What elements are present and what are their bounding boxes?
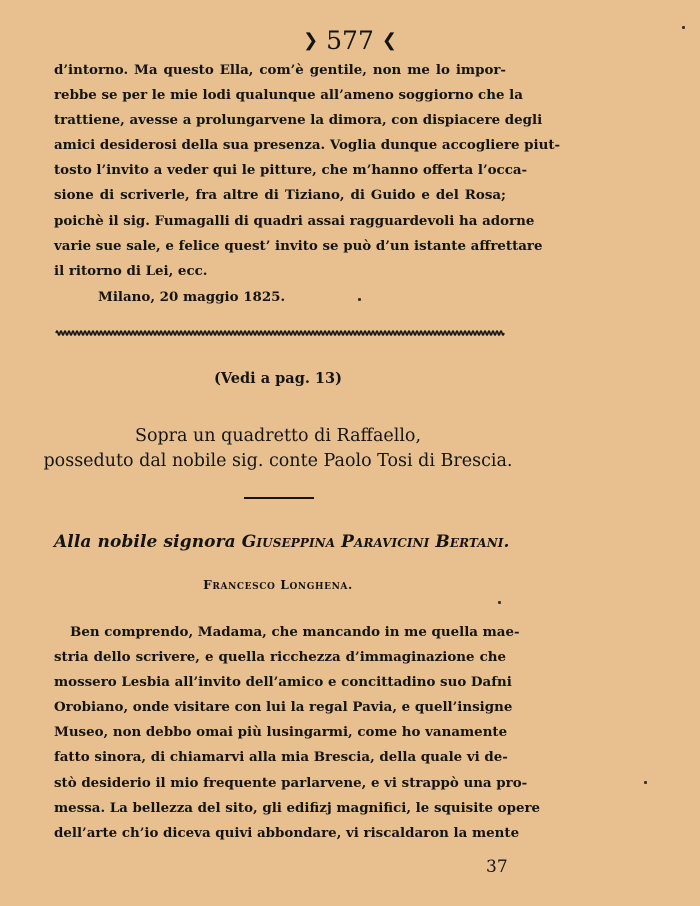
cross-reference: (Vedi a pag. 13)	[214, 370, 342, 387]
short-divider	[244, 497, 314, 499]
text-line: Ben comprendo, Madama, che mancando in me quella mae-	[70, 624, 520, 640]
text-line: varie sue sale, e felice quest’ invito se può d’un istante affrettare	[54, 237, 543, 254]
right-ornament-icon: ❮	[381, 30, 397, 51]
paper-speck	[682, 26, 685, 29]
wavy-divider	[56, 328, 504, 338]
text-line: mossero Lesbia all’invito dell’amico e concittadino suo Dafni	[54, 674, 512, 691]
text-line: amici desiderosi della sua presenza. Voglia dunque accogliere piut-	[54, 137, 561, 154]
dedication-prefix: Alla nobile signora	[54, 532, 236, 552]
text-line: poichè il sig. Fumagalli di quadri assai ragguardevoli ha adorne	[54, 212, 535, 229]
left-ornament-icon: ❯	[303, 30, 319, 51]
text-line: d’intorno. Ma questo Ella, com’è gentile, non me lo impor-	[54, 62, 506, 78]
letter-ending-text	[54, 58, 561, 284]
letter-body-text	[54, 620, 541, 846]
text-line: fatto sinora, di chiamarvi alla mia Brescia, della quale vi de-	[54, 749, 508, 766]
dedication	[54, 532, 510, 552]
text-line: messa. La bellezza del sito, gli edifizj magnifici, le squisite opere	[54, 799, 541, 816]
text-line: rebbe se per le mie lodi qualunque all’ameno soggiorno che la	[54, 87, 523, 104]
page-number: 577	[326, 26, 374, 55]
dedicatee-name: Giuseppina Paravicini Bertani.	[241, 532, 510, 552]
text-line: sione di scriverle, fra altre di Tiziano, di Guido e del Rosa;	[54, 187, 506, 204]
page-header	[0, 26, 700, 56]
text-line: trattiene, avesse a prolungarvene la dimora, con dispiacere degli	[54, 112, 543, 129]
text-line: Orobiano, onde visitare con lui la regal Pavia, e quell’insigne	[54, 699, 513, 716]
paper-speck	[498, 601, 501, 604]
section-title-line-2: posseduto dal nobile sig. conte Paolo Tosi di Brescia.	[43, 451, 513, 471]
folio-number: 37	[486, 857, 508, 877]
text-line: tosto l’invito a veder qui le pitture, che m’hanno offerta l’occa-	[54, 162, 528, 179]
text-line: il ritorno di Lei, ecc.	[54, 262, 208, 279]
text-line: dell’arte ch’io diceva quivi abbondare, vi riscaldaron la mente	[54, 824, 520, 841]
dateline: Milano, 20 maggio 1825.	[98, 289, 286, 305]
paper-speck	[644, 781, 647, 784]
author-name: Francesco Longhena.	[203, 578, 353, 592]
text-line: stò desiderio il mio frequente parlarvene, e vi strappò una pro-	[54, 774, 528, 791]
text-line: stria dello scrivere, e quella ricchezza d’immaginazione che	[54, 649, 506, 666]
paper-speck	[358, 298, 361, 301]
text-line: Museo, non debbo omai più lusingarmi, come ho vanamente	[54, 724, 508, 741]
section-title-line-1: Sopra un quadretto di Raffaello,	[134, 426, 422, 446]
